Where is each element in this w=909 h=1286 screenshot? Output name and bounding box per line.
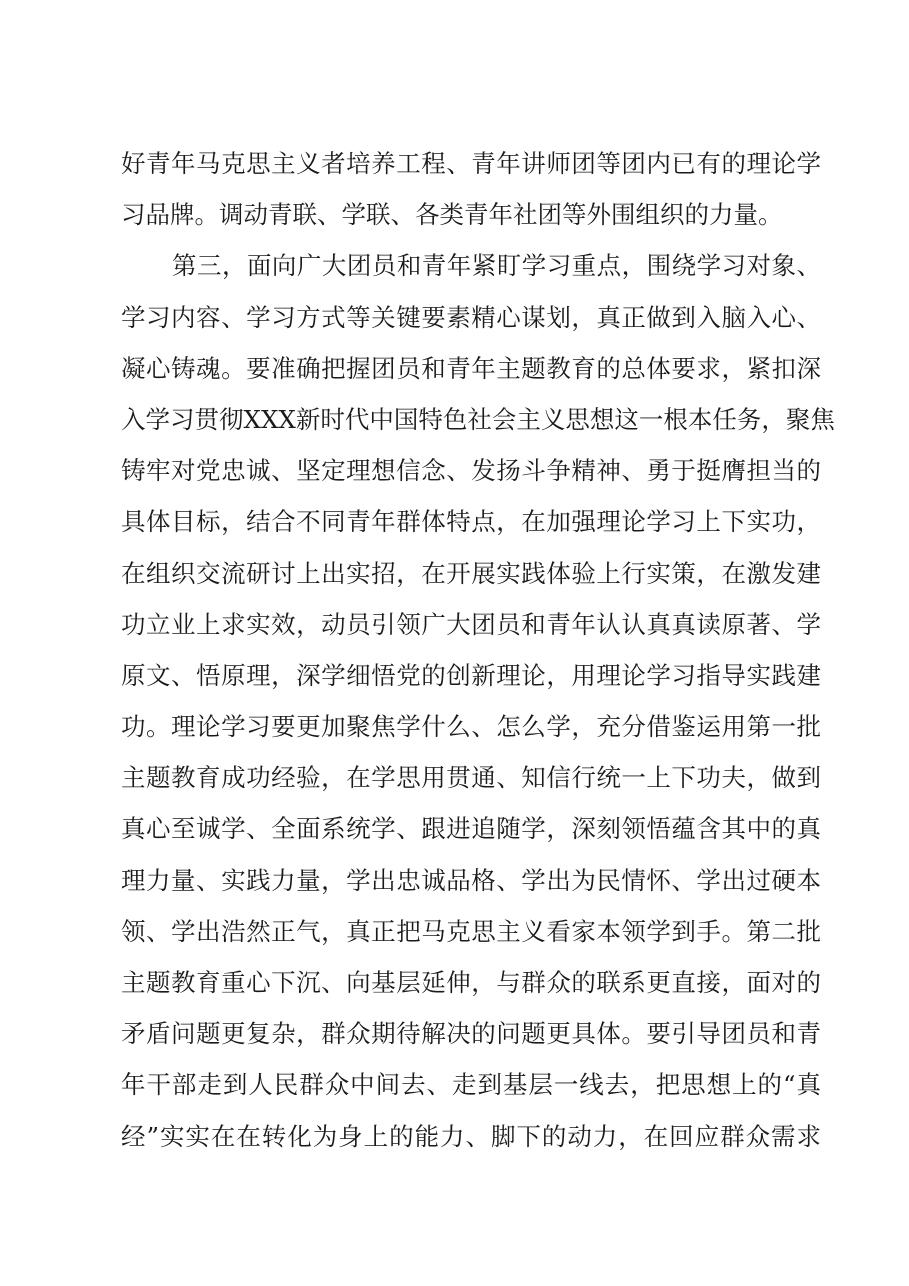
text-line: 凝心铸魂。要准确把握团员和青年主题教育的总体要求，紧扣深 <box>121 353 821 383</box>
text-line: 入学习贯彻XXX新时代中国特色社会主义思想这一根本任务，聚焦 <box>121 404 835 434</box>
text-line: 功。理论学习要更加聚焦学什么、怎么学，充分借鉴运用第一批 <box>121 712 821 742</box>
text-line: 具体目标，结合不同青年群体特点，在加强理论学习上下实功， <box>121 507 821 537</box>
text-line: 习品牌。调动青联、学联、各类青年社团等外围组织的力量。 <box>121 200 783 230</box>
text-line: 真心至诚学、全面系统学、跟进追随学，深刻领悟蕴含其中的真 <box>121 814 821 844</box>
text-line: 在组织交流研讨上出实招，在开展实践体验上行实策，在激发建 <box>121 558 821 588</box>
text-line: 主题教育成功经验，在学思用贯通、知信行统一上下功夫，做到 <box>121 763 821 793</box>
text-line: 矛盾问题更复杂，群众期待解决的问题更具体。要引导团员和青 <box>121 1019 821 1049</box>
body-text <box>121 138 835 1162</box>
text-line: 好青年马克思主义者培养工程、青年讲师团等团内已有的理论学 <box>121 149 821 178</box>
text-line: 功立业上求实效，动员引领广大团员和青年认认真真读原著、学 <box>121 609 821 639</box>
text-line: 原文、悟原理，深学细悟党的创新理论，用理论学习指导实践建 <box>121 660 821 690</box>
text-line: 主题教育重心下沉、向基层延伸，与群众的联系更直接，面对的 <box>121 968 821 997</box>
text-line: 学习内容、学习方式等关键要素精心谋划，真正做到入脑入心、 <box>121 302 821 332</box>
text-line: 铸牢对党忠诚、坚定理想信念、发扬斗争精神、勇于挺膺担当的 <box>121 456 821 486</box>
text-line: 经”实实在在转化为身上的能力、脚下的动力，在回应群众需求 <box>121 1121 821 1151</box>
paragraph-first-line: 第三，面向广大团员和青年紧盯学习重点，围绕学习对象、 <box>172 251 821 281</box>
text-line: 年干部走到人民群众中间去、走到基层一线去，把思想上的“真 <box>121 1070 821 1100</box>
text-line: 领、学出浩然正气，真正把马克思主义看家本领学到手。第二批 <box>121 916 821 946</box>
text-line: 理力量、实践力量，学出忠诚品格、学出为民情怀、学出过硬本 <box>121 865 821 895</box>
